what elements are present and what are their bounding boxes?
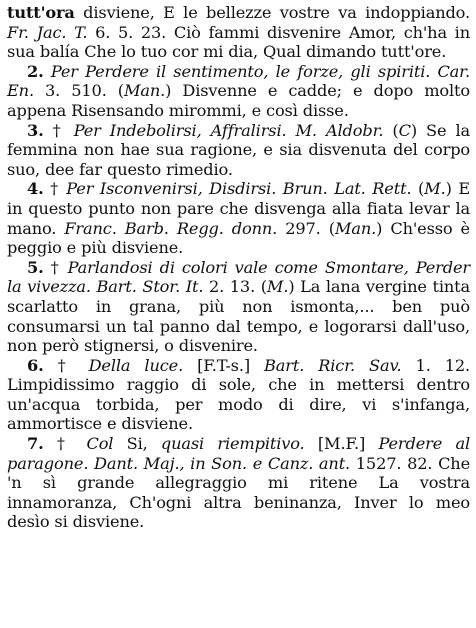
citation: Man.: [334, 218, 377, 238]
citation: Fr. Jac. T.: [7, 22, 88, 42]
citation: Franc. Barb. Regg. donn.: [64, 218, 278, 238]
definition: quasi riempitivo.: [160, 434, 305, 454]
sense-number: 4.: [27, 179, 44, 199]
sense-number: 7.: [27, 434, 44, 454]
run: †: [43, 120, 74, 140]
definition: Della luce.: [88, 355, 184, 375]
citation: Bart. Ricr. Sav.: [264, 355, 402, 375]
run: 1. 12. Limpidissimo raggio di sole, che in mettersi dentro un'acqua torbida, per modo di dire, vi s'infanga, ammortisce e disviene.: [7, 355, 470, 434]
run: (: [383, 120, 399, 140]
definition: Per Indebolirsi, Affralirsi. M. Aldobr.: [73, 120, 384, 140]
run: [F.T-s.]: [183, 355, 265, 375]
entry-continuation: [7, 3, 470, 62]
sense-5: [7, 258, 470, 356]
sense-number: 2.: [27, 61, 44, 81]
run: †: [43, 179, 67, 199]
sense-7: [7, 434, 470, 532]
run: 2. 13. (: [203, 277, 267, 297]
run: [M.F.]: [304, 434, 379, 454]
run: 297. (: [277, 218, 335, 238]
sense-6: [7, 356, 470, 434]
run: (: [411, 179, 425, 199]
sense-number: 5.: [27, 257, 44, 277]
sense-number: 3.: [27, 120, 44, 140]
run: 3. 510. (: [33, 81, 124, 101]
run: ) Se la femmina non hae sua ragione, e sia disvenuta del corpo suo, dee far questo rimedio.: [7, 120, 470, 179]
run: ) Ch'esso è peggio e più disviene.: [7, 218, 470, 258]
run: †: [43, 434, 87, 454]
run: ) E in questo punto non pare che disvenga alla fiata levar la mano.: [7, 179, 471, 238]
sense-number: 6.: [27, 355, 44, 375]
definition: Per Perdere il sentimento, le forze, gli spiriti. Car. En.: [7, 61, 470, 101]
run: 1527. 82. Che 'n sì grande allegraggio mi ritene La vostra innamoranza, Ch'ogni altra beninanza, Inver lo meo desìo si disviene.: [7, 453, 471, 532]
run: disviene, E le bellezze vostre va indoppiando.: [74, 3, 470, 22]
run: ) Disvenne e cadde; e dopo molto appena Risensando mirommi, e così disse.: [7, 81, 470, 120]
sense-4: [7, 179, 470, 257]
run: Si,: [113, 434, 161, 454]
citation: C: [398, 120, 411, 140]
run: ) La lana vergine tinta scarlatto in grana, più non ismonta,... ben può consumarsi un tal panno dal tempo, e logorarsi dall'uso, non però stignersi, o disvenire.: [7, 277, 470, 356]
definition: Parlandosi di colori vale come Smontare, Perder la vivezza. Bart. Stor. It.: [7, 257, 470, 297]
definition: Col: [86, 434, 114, 454]
run: 6. 5. 23. Ciò fammi disvenire Amor, ch'ha in sua balía Che lo tuo cor mi dia, Qual dimando tutt'ore.: [7, 22, 470, 62]
run: tutt'ora: [7, 3, 75, 22]
citation: Perdere al paragone. Dant. Maj., in Son. e Canz. ant.: [7, 434, 471, 473]
citation: M.: [266, 277, 289, 297]
citation: Man.: [123, 81, 166, 101]
definition: Per Isconvenirsi, Disdirsi. Brun. Lat. Rett.: [66, 179, 412, 199]
run: †: [43, 355, 89, 375]
run: †: [43, 257, 68, 277]
sense-3: [7, 121, 470, 180]
citation: M.: [424, 179, 446, 199]
sense-2: [7, 62, 470, 121]
